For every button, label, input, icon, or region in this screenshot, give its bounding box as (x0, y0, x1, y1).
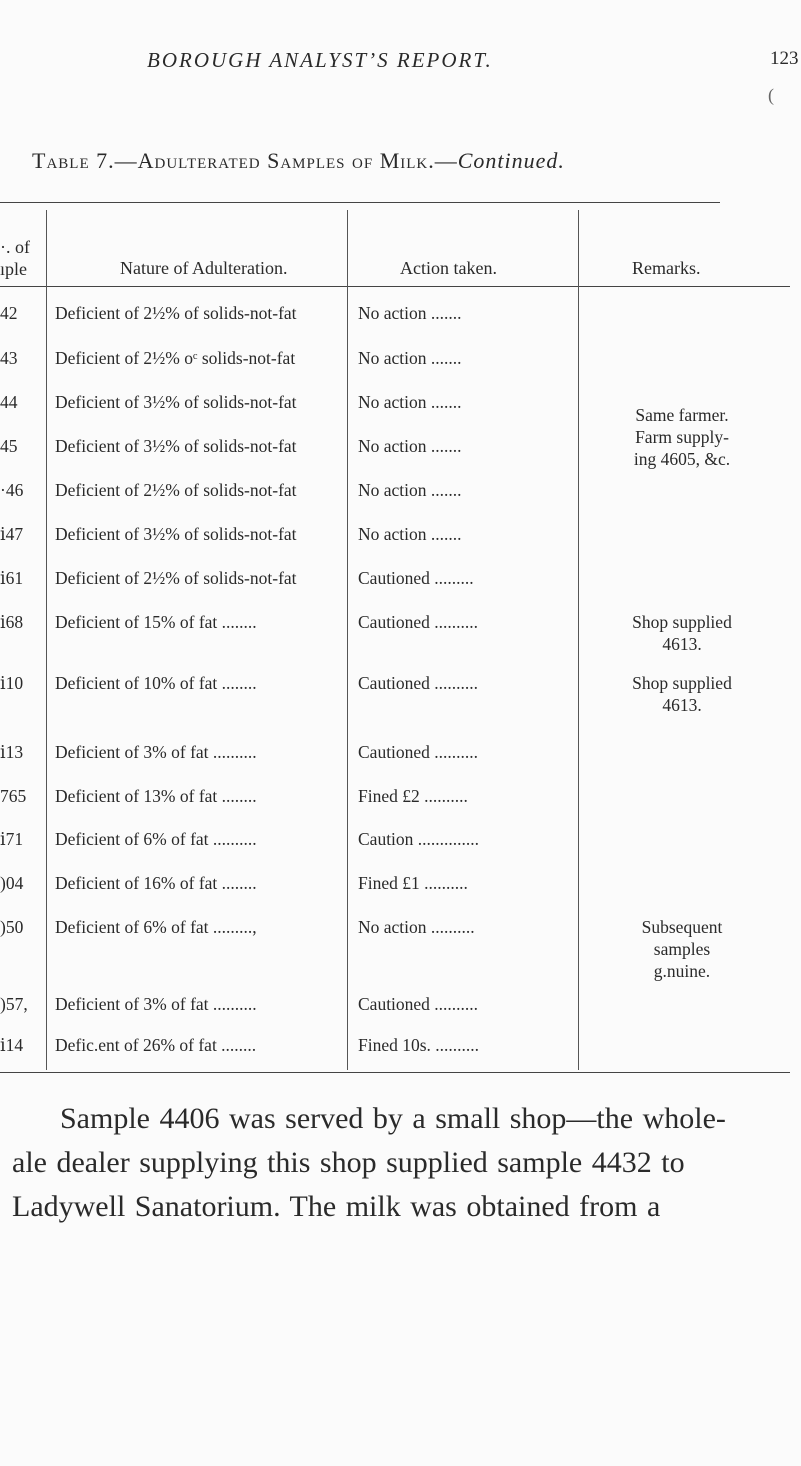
action-taken: Fined £2 .......... (358, 786, 468, 806)
running-header-title: BOROUGH ANALYST’S REPORT. (147, 48, 493, 72)
table-caption-main: Adulterated Samples of Milk.— (137, 148, 458, 173)
header-nature: Nature of Adulteration. (120, 258, 288, 278)
sample-number: ⅰ47 (0, 524, 24, 544)
remark-line: Shop supplied (632, 612, 732, 632)
sample-number: ⅰ71 (0, 829, 24, 849)
sample-number: ·46 (0, 480, 24, 500)
adulteration-nature: Deficient of 2½% of solids-not-fat (55, 303, 297, 323)
action-taken: Caution .............. (358, 829, 480, 849)
adulteration-nature: Deficient of 2½% of solids-not-fat (55, 480, 297, 500)
table-top-rule (0, 202, 720, 203)
sample-number: 765 (0, 786, 27, 806)
action-taken: Fined £1 .......... (358, 873, 468, 893)
action-taken: Cautioned .......... (358, 673, 479, 693)
adulteration-nature: Defic.ent of 26% of fat ........ (55, 1035, 257, 1055)
remark-line: Farm supply- (635, 427, 729, 447)
header-action: Action taken. (400, 258, 497, 278)
remark-line: Subsequent (641, 917, 723, 937)
action-taken: Fined 10s. .......... (358, 1035, 480, 1055)
adulteration-nature: Deficient of 3% of fat .......... (55, 994, 257, 1014)
sample-number: 44 (0, 392, 18, 412)
table-header-rule (0, 286, 790, 287)
adulteration-nature: Deficient of 2½% of solids-not-fat (55, 568, 297, 588)
body-line-2: ale dealer supplying this shop supplied sample 4432 to (12, 1146, 685, 1179)
sample-number: ⅰ68 (0, 612, 24, 632)
column-divider-sample (46, 210, 47, 1070)
remark-line: ing 4605, &c. (633, 449, 731, 469)
action-taken: No action ....... (358, 348, 462, 368)
action-taken: No action ....... (358, 480, 462, 500)
adulteration-nature: Deficient of 3½% of solids-not-fat (55, 436, 297, 456)
column-divider-action (578, 210, 579, 1070)
running-header (0, 48, 801, 78)
action-taken: No action ....... (358, 436, 462, 456)
adulteration-nature: Deficient of 10% of fat ........ (55, 673, 257, 693)
sample-number: )57, (0, 994, 28, 1014)
adulteration-nature: Deficient of 2½% oᶜ solids-not-fat (55, 348, 296, 368)
remark-same-farmer (592, 404, 772, 470)
remark-shop-supplied-2 (592, 672, 772, 716)
body-line-1: Sample 4406 was served by a small shop—the whole- (60, 1102, 726, 1135)
sample-number: ⅰ10 (0, 673, 24, 693)
table-caption-prefix: Table 7.— (32, 148, 138, 173)
column-divider-nature (347, 210, 348, 1070)
sample-number: 43 (0, 348, 18, 368)
action-taken: Cautioned .......... (358, 994, 479, 1014)
action-taken: No action .......... (358, 917, 475, 937)
remark-line: Same farmer. (635, 405, 729, 425)
sample-number: 42 (0, 303, 18, 323)
action-taken: No action ....... (358, 303, 462, 323)
adulteration-nature: Deficient of 3½% of solids-not-fat (55, 392, 297, 412)
adulteration-nature: Deficient of 3½% of solids-not-fat (55, 524, 297, 544)
adulteration-nature: Deficient of 15% of fat ........ (55, 612, 257, 632)
remark-subsequent-samples (592, 916, 772, 982)
adulteration-nature: Deficient of 3% of fat .......... (55, 742, 257, 762)
header-sample-no (0, 236, 30, 280)
adulteration-nature: Deficient of 16% of fat ........ (55, 873, 257, 893)
table-caption-suffix: Continued. (457, 148, 565, 173)
sample-number: 45 (0, 436, 18, 456)
action-taken: No action ....... (358, 392, 462, 412)
sample-number: ⅰ13 (0, 742, 24, 762)
body-line-3: Ladywell Sanatorium. The milk was obtained from a (12, 1190, 661, 1223)
remark-line: g.nuine. (653, 961, 711, 981)
action-taken: Cautioned ......... (358, 568, 474, 588)
remark-line: 4613. (662, 695, 702, 715)
remark-shop-supplied-1 (592, 611, 772, 655)
remark-line: 4613. (662, 634, 702, 654)
header-sample-line1: ·. of (0, 237, 30, 257)
remark-line: samples (653, 939, 711, 959)
sample-number: )04 (0, 873, 24, 893)
action-taken: Cautioned .......... (358, 612, 479, 632)
sample-number: )50 (0, 917, 24, 937)
sample-number: ⅰ14 (0, 1035, 24, 1055)
page-number: 123 (770, 48, 799, 69)
remark-line: Shop supplied (632, 673, 732, 693)
table-caption (32, 148, 565, 174)
adulteration-nature: Deficient of 6% of fat ........., (55, 917, 257, 937)
table-bottom-rule (0, 1072, 790, 1073)
adulteration-nature: Deficient of 6% of fat .......... (55, 829, 257, 849)
action-taken: Cautioned .......... (358, 742, 479, 762)
adulteration-nature: Deficient of 13% of fat ........ (55, 786, 257, 806)
sample-number: ⅰ61 (0, 568, 24, 588)
header-remarks: Remarks. (632, 258, 701, 278)
action-taken: No action ....... (358, 524, 462, 544)
header-sample-line2: ıple (0, 259, 27, 279)
corner-mark: ( (768, 85, 774, 105)
